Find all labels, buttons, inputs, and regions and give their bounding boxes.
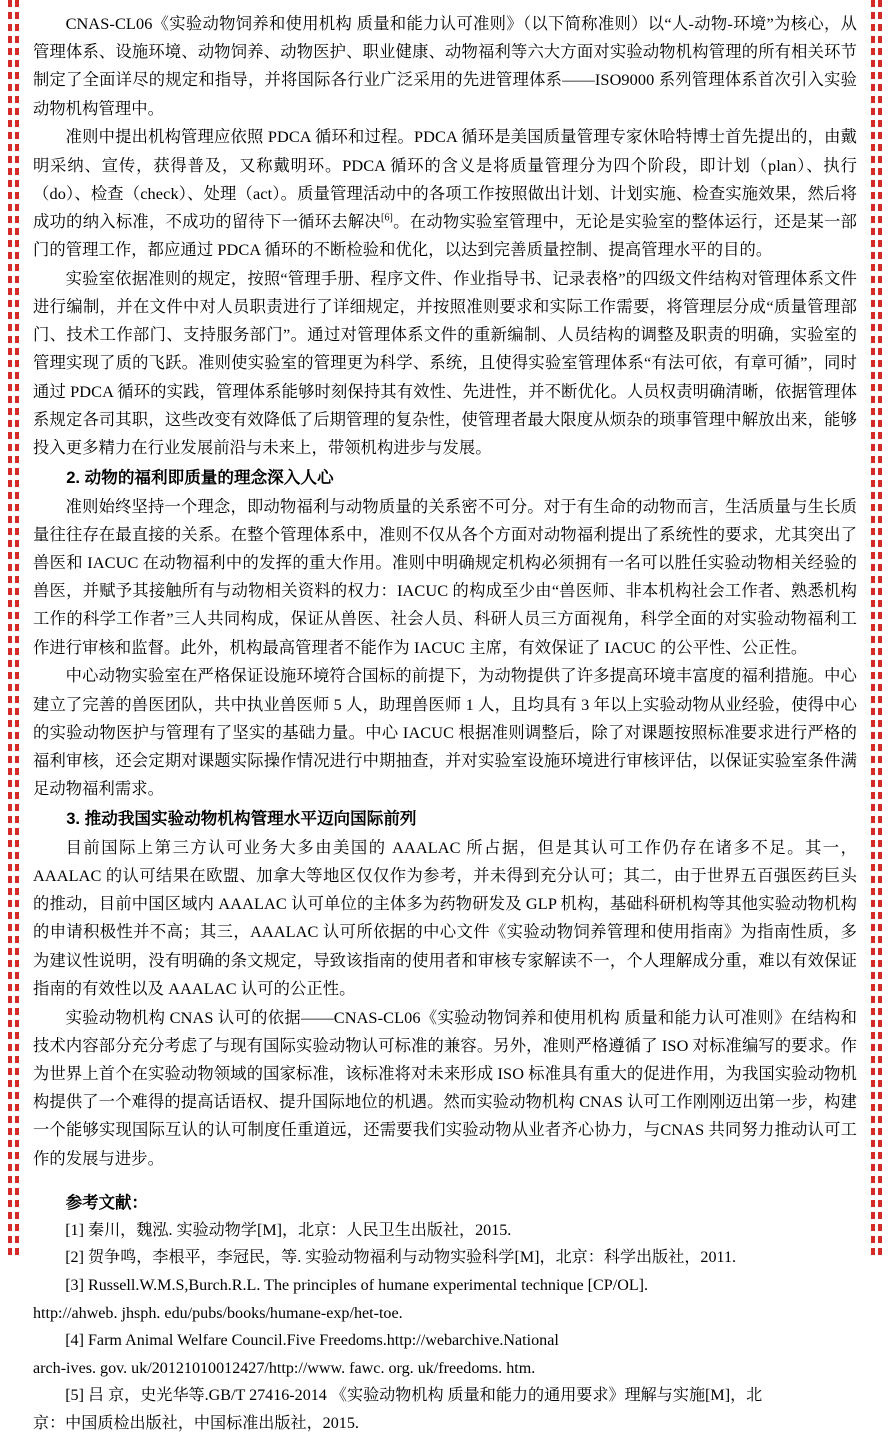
references-heading: 参考文献： bbox=[65, 1192, 148, 1212]
footnote-marker: [6] bbox=[381, 212, 393, 224]
paragraph: 准则始终坚持一个理念，即动物福利与动物质量的关系密不可分。对于有生命的动物而言，生活质量与生长质量往往存在最直接的关系。在整个管理体系中，准则不仅从各个方面对动物福利提出了系统性的要求，尤其突出了兽医和 IACUC 在动物福利中的发挥的重大作用。准则中明确规定机构必须拥有一名可以胜任实验动物相关经验的兽医，并赋予其接触所有与动物相关资料的权力：IACUC 的构成至少由“兽医师、非本机构社会工作者、熟悉机构工作的科学工作者”三人共同构成，保证从兽医、社会人员、科研人员三方面视角，科学全面的对实验动物福利工作进行审核和监督。此外，机构最高管理者不能作为 IACUC 主席，有效保证了 IACUC 的公平性、公正性。 bbox=[33, 496, 857, 657]
paragraph: 中心动物实验室在严格保证设施环境符合国标的前提下，为动物提供了许多提高环境丰富度的福利措施。中心建立了完善的兽医团队，共中执业兽医师 5 人，助理兽医师 1 人，且均具有 3 年以上实验动物从业经验，使得中心的实验动物医护与管理有了坚实的基础力量。中心 IACUC 根据准则调整后，除了对课题按照标准要求进行严格的福利审核，还会定期对课题实际操作情况进行中期抽查，并对实验室设施环境进行审核评估，以保证实验室条件满足动物福利需求。 bbox=[33, 666, 857, 799]
paragraph: CNAS-CL06《实验动物饲养和使用机构 质量和能力认可准则》（以下简称准则）以“人-动物-环境”为核心，从管理体系、设施环境、动物饲养、动物医护、职业健康、动物福利等六大方面对实验动物机构管理的所有相关环节制定了全面详尽的规定和指导，并将国际各行业广泛采用的先进管理体系——ISO9000 系列管理体系首次引入实验动物机构管理中。 bbox=[33, 14, 857, 118]
paragraph-text: 准则中提出机构管理应依照 PDCA 循环和过程。PDCA 循环是美国质量管理专家休哈特博士首先提出的，由戴明采纳、宣传，获得普及，又称戴明环。PDCA 循环的含义是将质量管理分为四个阶段，即计划（plan）、执行（do）、检查（check）、处理（act）。质量管理活动中的各项工作按照做出计划、计划实施、检查实施效果，然后将成功的纳入标准，不成功的留待下一循环去解决 bbox=[33, 127, 857, 231]
paragraph-text-tail: 。在动物实验室管理中，无论是实验室的整体运行，还是某一部门的管理工作，都应通过 PDCA 循环的不断检验和优化，以达到完善质量控制、提高管理水平的目的。 bbox=[33, 211, 857, 260]
paragraph: 实验室依据准则的规定，按照“管理手册、程序文件、作业指导书、记录表格”的四级文件结构对管理体系文件进行编制，并在文件中对人员职责进行了详细规定，并按照准则要求和实际工作需要，将管理层分成“质量管理部门、技术工作部门、支持服务部门”。通过对管理体系文件的重新编制、人员结构的调整及职责的明确，实验室的管理实现了质的飞跃。准则使实验室的管理更为科学、系统，且使得实验室管理体系“有法可依，有章可循”，同时通过 PDCA 循环的实践，管理体系能够时刻保持其有效性、先进性，并不断优化。人员权责明确清晰，依据管理体系规定各司其职，这些改变有效降低了后期管理的复杂性，使管理者最大限度从烦杂的琐事管理中解放出来，能够投入更多精力在行业发展前沿与未来上，带领机构进步与发展。 bbox=[33, 268, 857, 458]
left-border-decoration-inner bbox=[15, 0, 19, 1259]
reference-item-continuation: arch-ives. gov. uk/20121010012427/http://www. fawc. org. uk/freedoms. htm. bbox=[33, 1359, 536, 1377]
reference-item: [1] 秦川，魏泓. 实验动物学[M]，北京：人民卫生出版社，2015. bbox=[65, 1221, 512, 1239]
paragraph: 实验动物机构 CNAS 认可的依据——CNAS-CL06《实验动物饲养和使用机构 质量和能力认可准则》在结构和技术内容部分充分考虑了与现有国际实验动物认可标准的兼容。另外，准则严格遵循了 ISO 对标准编写的要求。作为世界上首个在实验动物领域的国家标准，该标准将对未来形成 ISO 标准具有重大的促进作用，为我国实验动物机构提供了一个难得的提高话语权、提升国际地位的机遇。然而实验动物机构 CNAS 认可工作刚刚迈出第一步，构建一个能够实现国际互认的认可制度任重道远，还需要我们实验动物从业者齐心协力，与CNAS 共同努力推动认可工作的发展与进步。 bbox=[33, 1007, 857, 1168]
section-heading-2: 2. 动物的福利即质量的理念深入人心 bbox=[66, 468, 334, 488]
paragraph: 目前国际上第三方认可业务大多由美国的 AAALAC 所占据，但是其认可工作仍存在诸多不足。其一，AAALAC 的认可结果在欧盟、加拿大等地区仅仅作为参考，并未得到充分认可；其二，由于世界五百强医药巨头的推动，目前中国区域内 AAALAC 认可单位的主体多为药物研发及 GLP 机构，基础科研机构等其他实验动物机构的申请积极性并不高；其三，AAALAC 认可所依据的中心文件《实验动物饲养管理和使用指南》为指南性质，多为建议性说明，没有明确的条文规定，导致该指南的使用者和审核专家解读不一，个人理解成分重，难以有效保证指南的有效性以及 AAALAC 认可的公正性。 bbox=[33, 837, 857, 998]
reference-item-continuation: 京：中国质检出版社，中国标准出版社，2015. bbox=[33, 1414, 359, 1432]
right-border-decoration bbox=[878, 0, 882, 1259]
reference-item: [4] Farm Animal Welfare Council.Five Freedoms.http://webarchive.National bbox=[65, 1332, 559, 1350]
reference-item-continuation: http://ahweb. jhsph. edu/pubs/books/humane-exp/het-toe. bbox=[33, 1304, 403, 1322]
reference-item: [5] 吕 京，史光华等.GB/T 27416-2014 《实验动物机构 质量和能力的通用要求》理解与实施[M]，北 bbox=[65, 1387, 763, 1405]
left-border-decoration bbox=[8, 0, 12, 1259]
reference-item: [2] 贺争鸣，李根平，李冠民，等. 实验动物福利与动物实验科学[M]，北京：科学出版社，2011. bbox=[65, 1249, 737, 1267]
paragraph-with-footnote bbox=[33, 123, 857, 264]
document-body bbox=[33, 10, 857, 1432]
right-border-decoration-inner bbox=[871, 0, 875, 1259]
reference-item: [3] Russell.W.M.S,Burch.R.L. The principles of humane experimental technique [CP/OL]. bbox=[65, 1276, 649, 1294]
section-heading-3: 3. 推动我国实验动物机构管理水平迈向国际前列 bbox=[66, 809, 417, 829]
